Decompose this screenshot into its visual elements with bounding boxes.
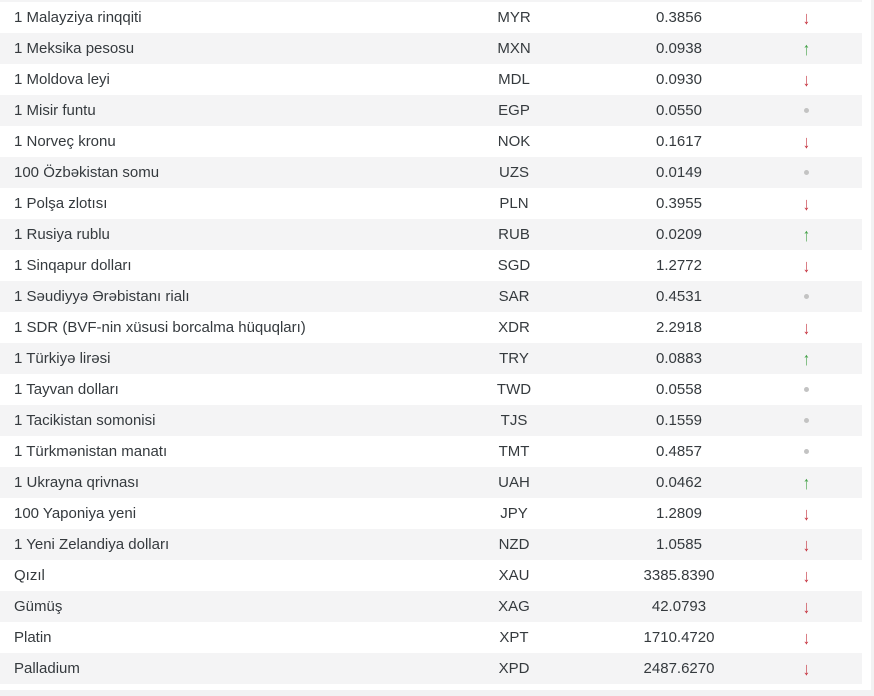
- currency-name: 1 Yeni Zelandiya dolları: [14, 536, 170, 553]
- trend-cell: [750, 350, 862, 368]
- currency-rate: 2487.6270: [643, 660, 715, 677]
- trend-cell: [750, 195, 862, 213]
- currency-rate: 0.4531: [656, 288, 702, 305]
- down-arrow-icon: ↓: [802, 566, 810, 585]
- currency-rate: 0.0930: [656, 71, 702, 88]
- currency-name: 1 Misir funtu: [14, 102, 96, 119]
- currency-rate: 0.0883: [656, 350, 702, 367]
- trend-cell: [750, 474, 862, 492]
- currency-code: XPD: [498, 660, 530, 677]
- currency-rate: 1.2772: [656, 257, 702, 274]
- trend-cell: [750, 660, 862, 678]
- currency-name: 1 Ukrayna qrivnası: [14, 474, 140, 491]
- currency-code: XPT: [499, 629, 529, 646]
- currency-name: Qızıl: [14, 567, 45, 584]
- trend-cell: [750, 40, 862, 58]
- table-row: [0, 33, 862, 64]
- currency-name: 1 Səudiyyə Ərəbistanı rialı: [14, 288, 190, 305]
- up-arrow-icon: ↑: [802, 39, 810, 58]
- table-row: [0, 622, 862, 653]
- table-row: [0, 343, 862, 374]
- neutral-dot-icon: [804, 387, 809, 392]
- trend-cell: [750, 418, 862, 423]
- currency-code: TMT: [498, 443, 530, 460]
- currency-name: Palladium: [14, 660, 80, 677]
- currency-name: 1 Polşa zlotısı: [14, 195, 108, 212]
- down-arrow-icon: ↓: [802, 597, 810, 616]
- trend-cell: [750, 71, 862, 89]
- table-row: [0, 2, 862, 33]
- currency-code: SGD: [497, 257, 531, 274]
- rates-table: [0, 2, 862, 684]
- currency-code: MDL: [498, 71, 530, 88]
- trend-cell: [750, 9, 862, 27]
- neutral-dot-icon: [804, 108, 809, 113]
- currency-code: XAU: [498, 567, 530, 584]
- currency-name: Gümüş: [14, 598, 63, 615]
- table-row: [0, 436, 862, 467]
- currency-name: 100 Yaponiya yeni: [14, 505, 137, 522]
- currency-rate: 0.0558: [656, 381, 702, 398]
- rates-table-body: [0, 2, 862, 684]
- trend-cell: [750, 536, 862, 554]
- currency-name: 1 Türkiyə lirəsi: [14, 350, 111, 367]
- currency-code: XAG: [498, 598, 530, 615]
- currency-rate: 0.0462: [656, 474, 702, 491]
- currency-name: Platin: [14, 629, 52, 646]
- currency-rate: 0.1559: [656, 412, 702, 429]
- down-arrow-icon: ↓: [802, 504, 810, 523]
- neutral-dot-icon: [804, 294, 809, 299]
- currency-rate: 0.3955: [656, 195, 702, 212]
- currency-code: MXN: [497, 40, 531, 57]
- trend-cell: [750, 449, 862, 454]
- currency-name: 100 Özbəkistan somu: [14, 164, 160, 181]
- down-arrow-icon: ↓: [802, 194, 810, 213]
- currency-rate: 0.3856: [656, 9, 702, 26]
- currency-code: NZD: [498, 536, 530, 553]
- currency-code: TRY: [499, 350, 529, 367]
- footer-strip: [0, 690, 874, 696]
- trend-cell: [750, 387, 862, 392]
- table-row: [0, 188, 862, 219]
- currency-rate: 0.0550: [656, 102, 702, 119]
- table-row: [0, 405, 862, 436]
- currency-rate: 0.0209: [656, 226, 702, 243]
- table-row: [0, 560, 862, 591]
- trend-cell: [750, 294, 862, 299]
- down-arrow-icon: ↓: [802, 535, 810, 554]
- currency-rate: 42.0793: [651, 598, 707, 615]
- table-row: [0, 591, 862, 622]
- currency-name: 1 SDR (BVF-nin xüsusi borcalma hüquqları): [14, 319, 306, 336]
- currency-code: UZS: [499, 164, 529, 181]
- currency-name: 1 Sinqapur dolları: [14, 257, 132, 274]
- trend-cell: [750, 567, 862, 585]
- currency-code: SAR: [498, 288, 530, 305]
- down-arrow-icon: ↓: [802, 8, 810, 27]
- table-row: [0, 467, 862, 498]
- currency-rate: 1710.4720: [643, 629, 715, 646]
- trend-cell: [750, 108, 862, 113]
- down-arrow-icon: ↓: [802, 132, 810, 151]
- down-arrow-icon: ↓: [802, 256, 810, 275]
- currency-rate: 0.1617: [656, 133, 702, 150]
- neutral-dot-icon: [804, 449, 809, 454]
- table-row: [0, 281, 862, 312]
- table-row: [0, 653, 862, 684]
- currency-rate: 0.0149: [656, 164, 702, 181]
- currency-rate: 1.0585: [656, 536, 702, 553]
- currency-name: 1 Meksika pesosu: [14, 40, 135, 57]
- table-row: [0, 64, 862, 95]
- currency-code: NOK: [497, 133, 531, 150]
- currency-name: 1 Türkmənistan manatı: [14, 443, 168, 460]
- table-row: [0, 529, 862, 560]
- table-row: [0, 498, 862, 529]
- trend-cell: [750, 133, 862, 151]
- down-arrow-icon: ↓: [802, 70, 810, 89]
- table-row: [0, 95, 862, 126]
- up-arrow-icon: ↑: [802, 473, 810, 492]
- currency-code: JPY: [500, 505, 528, 522]
- currency-code: EGP: [498, 102, 530, 119]
- table-row: [0, 126, 862, 157]
- down-arrow-icon: ↓: [802, 659, 810, 678]
- trend-cell: [750, 226, 862, 244]
- currency-rate: 1.2809: [656, 505, 702, 522]
- down-arrow-icon: ↓: [802, 628, 810, 647]
- table-row: [0, 157, 862, 188]
- trend-cell: [750, 170, 862, 175]
- currency-name: 1 Moldova leyi: [14, 71, 110, 88]
- currency-name: 1 Norveç kronu: [14, 133, 116, 150]
- table-row: [0, 219, 862, 250]
- currency-rate: 0.4857: [656, 443, 702, 460]
- trend-cell: [750, 598, 862, 616]
- up-arrow-icon: ↑: [802, 225, 810, 244]
- table-row: [0, 250, 862, 281]
- up-arrow-icon: ↑: [802, 349, 810, 368]
- trend-cell: [750, 319, 862, 337]
- table-row: [0, 312, 862, 343]
- currency-code: XDR: [498, 319, 530, 336]
- trend-cell: [750, 257, 862, 275]
- currency-code: UAH: [498, 474, 530, 491]
- currency-rate: 0.0938: [656, 40, 702, 57]
- neutral-dot-icon: [804, 418, 809, 423]
- currency-code: PLN: [499, 195, 529, 212]
- currency-name: 1 Malayziya rinqqiti: [14, 9, 142, 26]
- currency-rate: 3385.8390: [643, 567, 715, 584]
- table-row: [0, 374, 862, 405]
- currency-name: 1 Rusiya rublu: [14, 226, 110, 243]
- currency-name: 1 Tacikistan somonisi: [14, 412, 156, 429]
- currency-code: MYR: [497, 9, 531, 26]
- currency-code: TJS: [500, 412, 528, 429]
- currency-name: 1 Tayvan dolları: [14, 381, 119, 398]
- trend-cell: [750, 505, 862, 523]
- currency-code: TWD: [496, 381, 532, 398]
- currency-rate: 2.2918: [656, 319, 702, 336]
- neutral-dot-icon: [804, 170, 809, 175]
- trend-cell: [750, 629, 862, 647]
- currency-code: RUB: [498, 226, 530, 243]
- down-arrow-icon: ↓: [802, 318, 810, 337]
